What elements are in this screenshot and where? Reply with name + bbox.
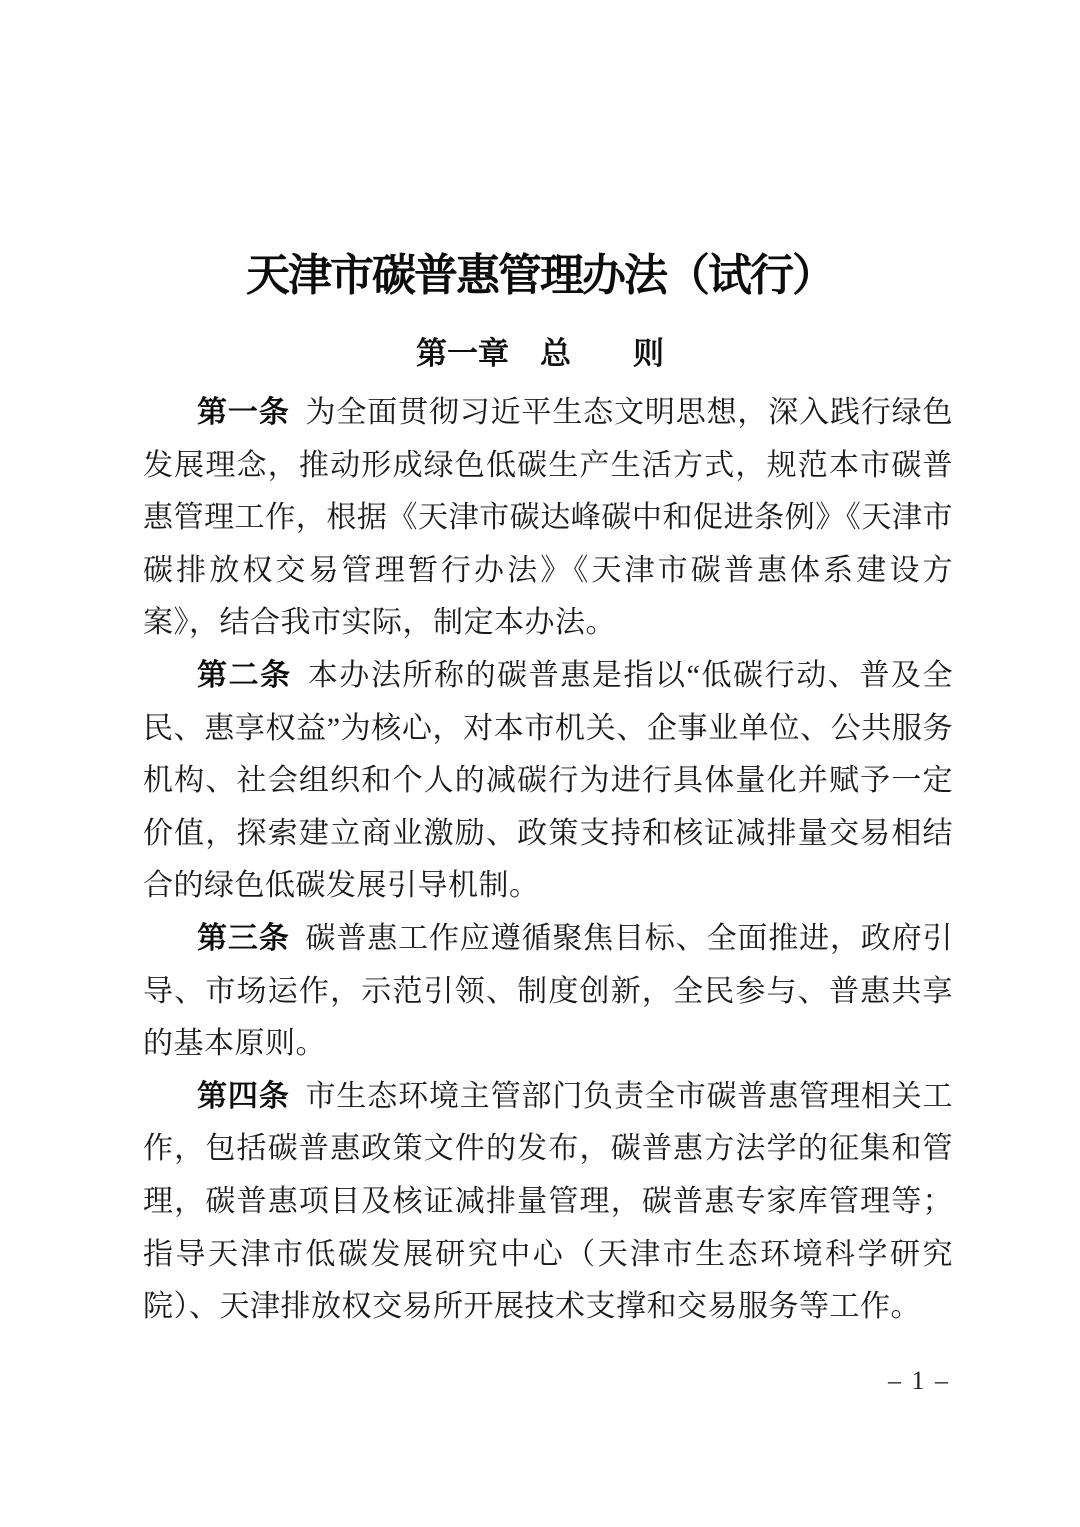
article-3-text: 碳普惠工作应遵循聚焦目标、全面推进，政府引导、市场运作，示范引领、制度创新，全民参与、普惠共享的基本原则。 [143,921,954,1061]
article-paragraph-2 [143,650,953,913]
article-4-label: 第四条 [197,1079,290,1113]
document-body [143,387,953,1334]
article-1-label: 第一条 [197,396,290,429]
article-paragraph-1 [143,387,953,650]
article-2-text: 本办法所称的碳普惠是指以“低碳行动、普及全民、惠享权益”为核心，对本市机关、企事业单位、公共服务机构、社会组织和个人的减碳行为进行具体量化并赋予一定价值，探索建立商业激励、政策支持和核证减排量交易相结合的绿色低碳发展引导机制。 [143,658,953,903]
article-paragraph-4 [143,1071,953,1334]
article-3-label: 第三条 [197,921,290,955]
article-2-label: 第二条 [197,658,292,692]
article-4-text: 市生态环境主管部门负责全市碳普惠管理相关工作，包括碳普惠政策文件的发布，碳普惠方法学的征集和管理，碳普惠项目及核证减排量管理，碳普惠专家库管理等；指导天津市低碳发展研究中心（天津市生态环境科学研究院）、天津排放权交易所开展技术支撑和交易服务等工作。 [143,1079,954,1324]
article-1-text: 为全面贯彻习近平生态文明思想，深入践行绿色发展理念，推动形成绿色低碳生产生活方式，规范本市碳普惠管理工作，根据《天津市碳达峰碳中和促进条例》《天津市碳排放权交易管理暂行办法》《天津市碳普惠体系建设方案》，结合我市实际，制定本办法。 [143,396,954,640]
chapter-heading: 第一章 总 则 [416,336,664,371]
page-number: – 1 – [888,1366,950,1395]
article-paragraph-3 [143,913,953,1071]
document-title: 天津市碳普惠管理办法（试行） [246,251,834,300]
